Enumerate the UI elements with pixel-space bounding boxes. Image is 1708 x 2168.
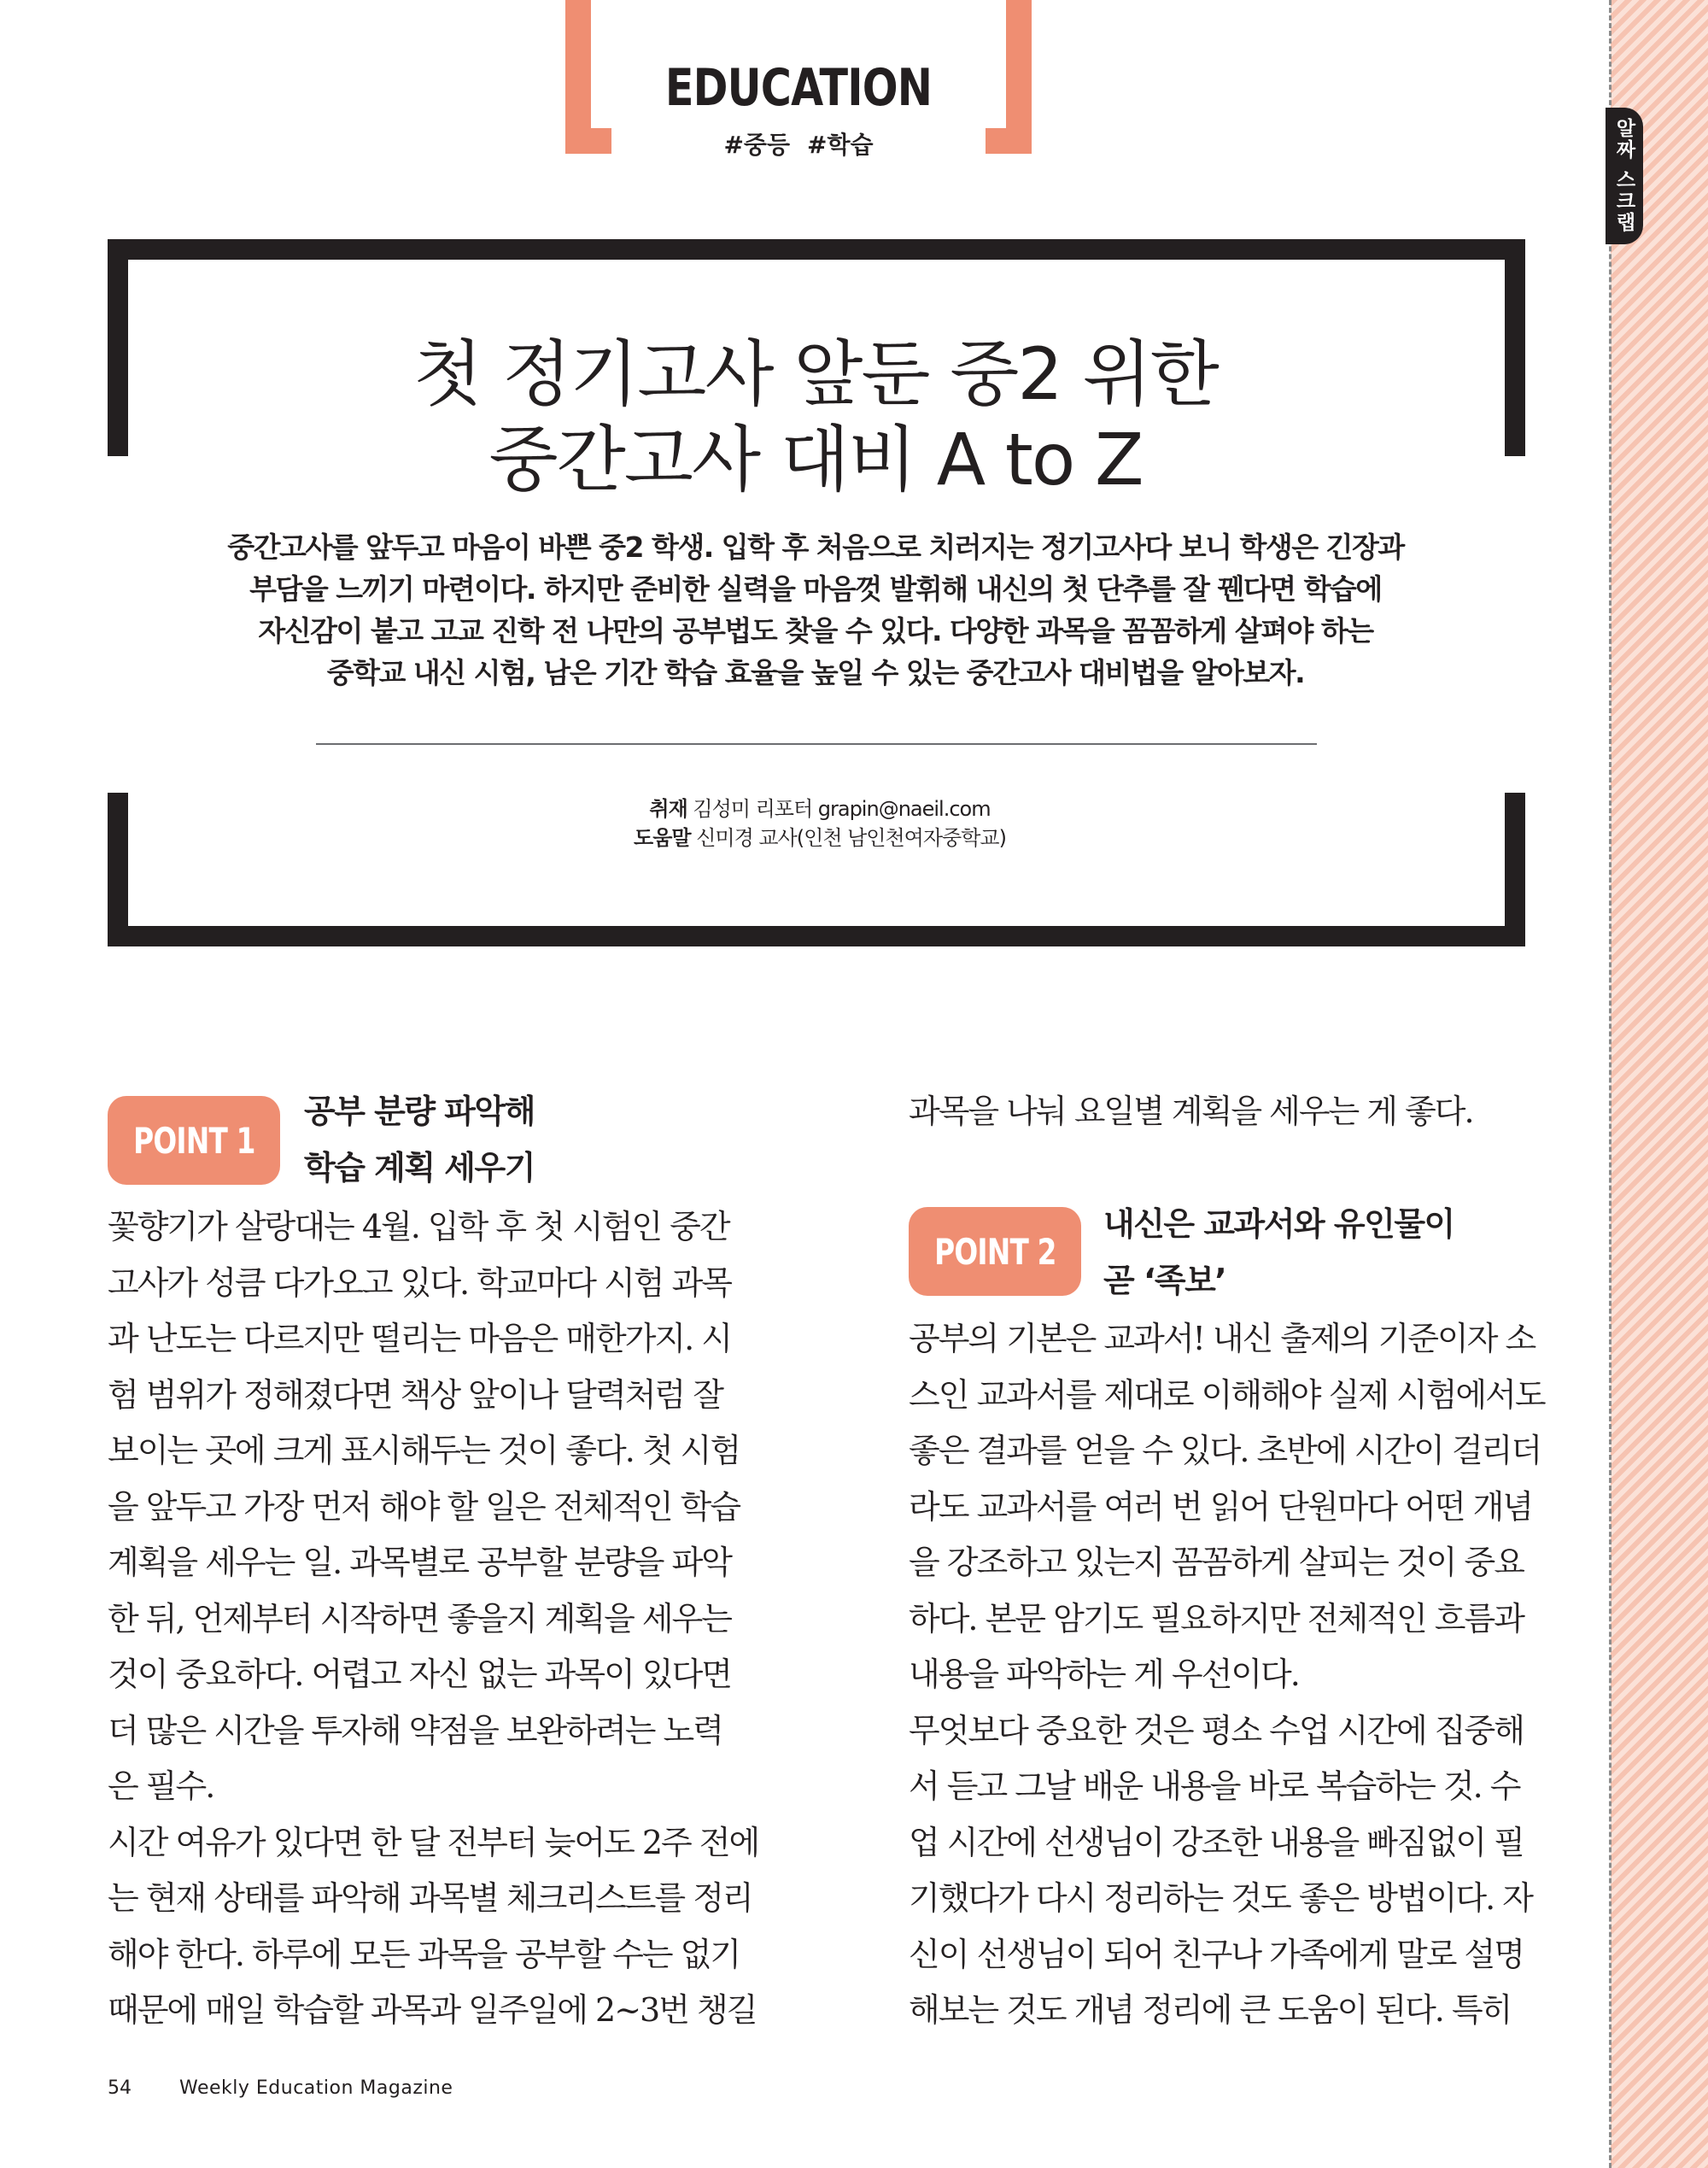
body-line: 은 필수. (108, 1767, 214, 1805)
body-line: 을 앞두고 가장 먼저 해야 할 일은 전체적인 학습 (108, 1487, 740, 1526)
title-line: 첫 정기고사 앞둔 중2 위한 (413, 332, 1218, 416)
body-line: 한 뒤, 언제부터 시작하면 좋을지 계획을 세우는 (108, 1599, 732, 1638)
credit-text: 김성미 리포터 grapin@naeil.com (693, 797, 991, 821)
credit-text: 신미경 교사(인천 남인천여자중학교) (696, 826, 1006, 850)
lead-line: 자신감이 붙고 고교 진학 전 나만의 공부법도 찾을 수 있다. 다양한 과목을 꼼꼼하게 살펴야 하는 (258, 614, 1373, 647)
article-credits (427, 794, 1213, 853)
body-line: 험 범위가 정해졌다면 책상 앞이나 달력처럼 잘 (108, 1375, 722, 1414)
body-line: 공부의 기본은 교과서! 내신 출제의 기준이자 소 (909, 1320, 1535, 1357)
body-line: 과목을 나눠 요일별 계획을 세우는 게 좋다. (909, 1093, 1473, 1130)
section-side-tab (1606, 108, 1643, 244)
title-frame-left-top (108, 239, 128, 456)
body-line: 스인 교과서를 제대로 이해해야 실제 시험에서도 (909, 1375, 1545, 1414)
point2-badge-label: POINT 2 (933, 1230, 1056, 1273)
title-frame-right-top (1505, 239, 1525, 456)
point2-heading (1103, 1196, 1454, 1309)
body-line: 라도 교과서를 여러 번 읽어 단원마다 어떤 개념 (909, 1487, 1533, 1526)
body-line: 과 난도는 다르지만 떨리는 마음은 매한가지. 시 (108, 1320, 732, 1357)
title-frame-bottom (108, 926, 1525, 946)
section-title: EDUCATION (664, 58, 933, 118)
lead-line: 부담을 느끼기 마련이다. 하지만 준비한 실력을 마음껏 발휘해 내신의 첫 단추를 잘 꿴다면 학습에 (249, 572, 1382, 606)
point2-badge (909, 1207, 1081, 1296)
section-tags (611, 126, 986, 161)
body-line: 서 듣고 그날 배운 내용을 바로 복습하는 것. 수 (909, 1767, 1520, 1805)
title-line: 중간고사 대비 A to Z (488, 418, 1143, 501)
section-tag: #학습 (807, 131, 874, 159)
point1-badge-label: POINT 1 (132, 1119, 255, 1162)
body-line: 시간 여유가 있다면 한 달 전부터 늦어도 2주 전에 (108, 1823, 759, 1861)
heading-line: 곧 ‘족보’ (1103, 1262, 1226, 1299)
article-lead (171, 526, 1460, 694)
heading-line: 내신은 교과서와 유인물이 (1103, 1205, 1454, 1243)
body-line: 내용을 파악하는 게 우선이다. (909, 1655, 1299, 1693)
cut-line (1609, 0, 1611, 2168)
title-frame-right-bottom (1505, 793, 1525, 946)
credit-label: 도움말 (634, 826, 691, 850)
body-line: 더 많은 시간을 투자해 약점을 보완하려는 노력 (108, 1711, 722, 1749)
lead-divider (316, 743, 1317, 745)
side-stripe (1611, 0, 1708, 2168)
credit-reporter (427, 794, 1213, 823)
lead-line: 중간고사를 앞두고 마음이 바쁜 중2 학생. 입학 후 처음으로 치러지는 정기고사다 보니 학생은 긴장과 (227, 530, 1404, 564)
section-tag: #중등 (723, 131, 790, 159)
side-tab-label: 알짜 스크랩 (1612, 118, 1635, 234)
article-title (137, 331, 1494, 502)
body-line: 하다. 본문 암기도 필요하지만 전체적인 흐름과 (909, 1599, 1524, 1638)
point1-badge (108, 1096, 280, 1185)
body-line: 기했다가 다시 정리하는 것도 좋은 방법이다. 자 (909, 1879, 1533, 1917)
body-line: 는 현재 상태를 파악해 과목별 체크리스트를 정리 (108, 1879, 752, 1917)
body-line: 업 시간에 선생님이 강조한 내용을 빠짐없이 필 (909, 1823, 1524, 1861)
section-bracket-left (565, 0, 611, 154)
body-line: 무엇보다 중요한 것은 평소 수업 시간에 집중해 (909, 1711, 1524, 1749)
point1-body-continued (909, 1084, 1524, 1140)
body-line: 것이 중요하다. 어렵고 자신 없는 과목이 있다면 (108, 1655, 732, 1693)
credit-advisor (427, 823, 1213, 853)
point1-body (108, 1199, 759, 2039)
magazine-name: Weekly Education Magazine (179, 2077, 453, 2099)
body-line: 을 강조하고 있는지 꼼꼼하게 살피는 것이 중요 (909, 1544, 1524, 1581)
section-bracket-right (986, 0, 1032, 154)
body-line: 때문에 매일 학습할 과목과 일주일에 2~3번 챙길 (108, 1991, 757, 2029)
body-line: 좋은 결과를 얻을 수 있다. 초반에 시간이 걸리더 (909, 1432, 1541, 1469)
page-number: 54 (108, 2077, 132, 2099)
heading-line: 학습 계획 세우기 (304, 1149, 535, 1187)
body-line: 신이 선생님이 되어 친구나 가족에게 말로 설명 (909, 1935, 1524, 1973)
lead-line: 중학교 내신 시험, 남은 기간 학습 효율을 높일 수 있는 중간고사 대비법을 알아보자. (326, 656, 1305, 689)
title-frame-top (108, 239, 1525, 260)
body-line: 계획을 세우는 일. 과목별로 공부할 분량을 파악 (108, 1544, 732, 1581)
body-line: 해야 한다. 하루에 모든 과목을 공부할 수는 없기 (108, 1935, 740, 1973)
body-line: 보이는 곳에 크게 표시해두는 것이 좋다. 첫 시험 (108, 1432, 740, 1469)
body-line: 해보는 것도 개념 정리에 큰 도움이 된다. 특히 (909, 1991, 1512, 2029)
credit-label: 취재 (649, 797, 687, 821)
point1-heading (304, 1083, 535, 1196)
body-line: 꽃향기가 살랑대는 4월. 입학 후 첫 시험인 중간 (108, 1208, 729, 1245)
body-line: 고사가 성큼 다가오고 있다. 학교마다 시험 과목 (108, 1263, 732, 1302)
title-frame-left-bottom (108, 793, 128, 946)
point2-body (909, 1311, 1545, 2039)
heading-line: 공부 분량 파악해 (304, 1093, 535, 1130)
